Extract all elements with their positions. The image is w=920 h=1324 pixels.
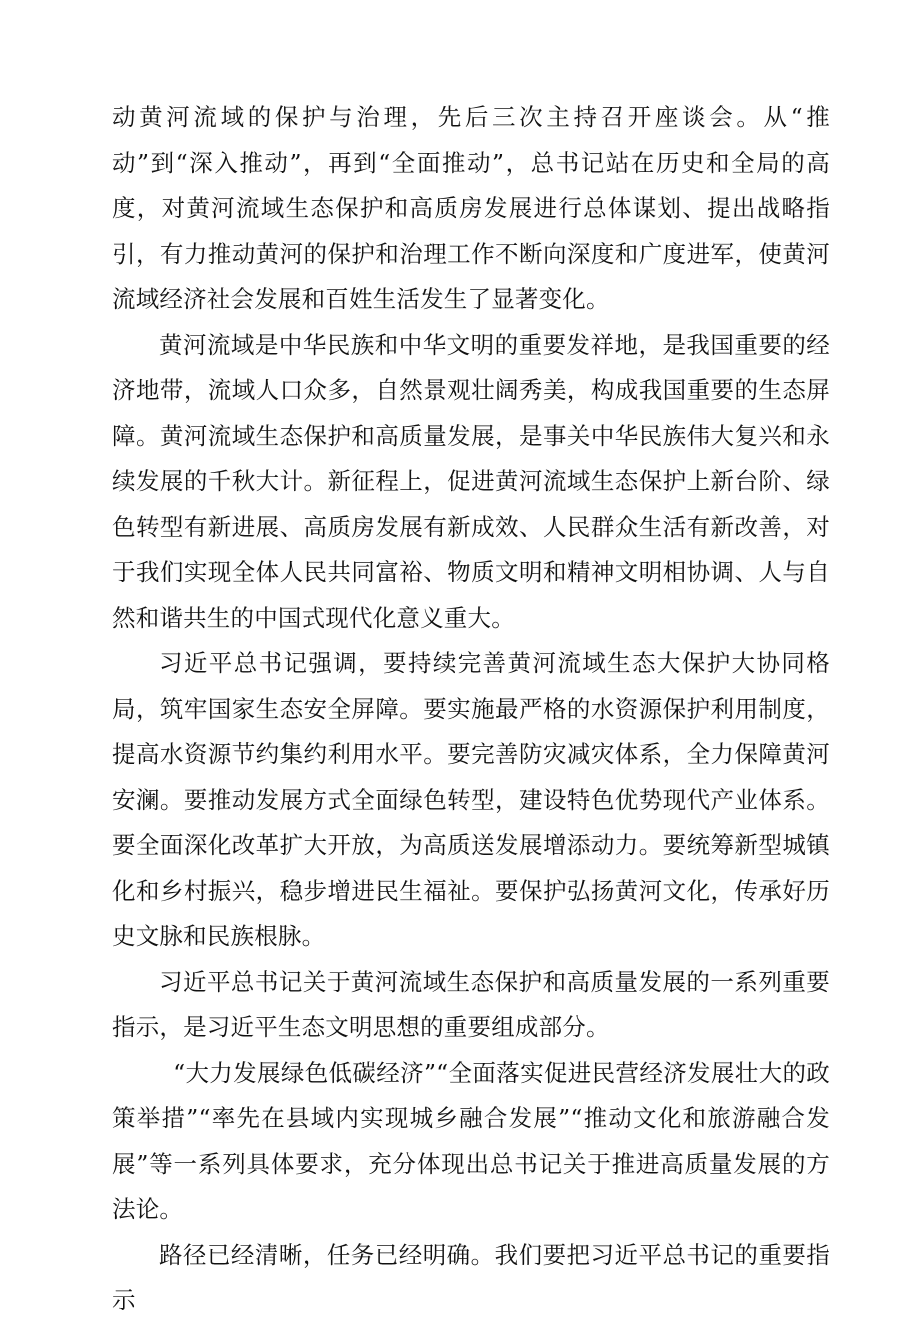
paragraph-1: 动黄河流域的保护与治理，先后三次主持召开座谈会。从“推动”到“深入推动”，再到“全面推动”，总书记站在历史和全局的高度，对黄河流域生态保护和高质房发展进行总体谋划、提出战略指引，有力推动黄河的保护和治理工作不断向深度和广度进军，使黄河流域经济社会发展和百姓生活发生了显著变化。 bbox=[112, 103, 830, 313]
paragraph-6: 路径已经清晰，任务已经明确。我们要把习近平总书记的重要指示 bbox=[112, 1240, 830, 1314]
document-body bbox=[112, 95, 830, 1324]
paragraph-5: “大力发展绿色低碳经济”“全面落实促进民营经济发展壮大的政策举措”“率先在县域内实现城乡融合发展”“推动文化和旅游融合发展”等一系列具体要求，充分体现出总书记关于推进高质量发展的方法论。 bbox=[112, 1058, 830, 1223]
paragraph-2: 黄河流域是中华民族和中华文明的重要发祥地，是我国重要的经济地带，流域人口众多，自然景观壮阔秀美，构成我国重要的生态屏障。黄河流域生态保护和高质量发展，是事关中华民族伟大复兴和永续发展的千秋大计。新征程上，促进黄河流域生态保护上新台阶、绿色转型有新进展、高质房发展有新成效、人民群众生活有新改善，对于我们实现全体人民共同富裕、物质文明和精神文明相协调、人与自然和谐共生的中国式现代化意义重大。 bbox=[112, 330, 830, 632]
paragraph-3: 习近平总书记强调，要持续完善黄河流域生态大保护大协同格局，筑牢国家生态安全屏障。要实施最严格的水资源保护利用制度，提高水资源节约集约利用水平。要完善防灾减灾体系，全力保障黄河安澜。要推动发展方式全面绿色转型，建设特色优势现代产业体系。要全面深化改革扩大开放，为高质送发展增添动力。要统筹新型城镇化和乡村振兴，稳步增进民生福祉。要保护弘扬黄河文化，传承好历史文脉和民族根脉。 bbox=[112, 649, 830, 950]
paragraph-4: 习近平总书记关于黄河流域生态保护和高质量发展的一系列重要指示，是习近平生态文明思想的重要组成部分。 bbox=[112, 967, 830, 1041]
